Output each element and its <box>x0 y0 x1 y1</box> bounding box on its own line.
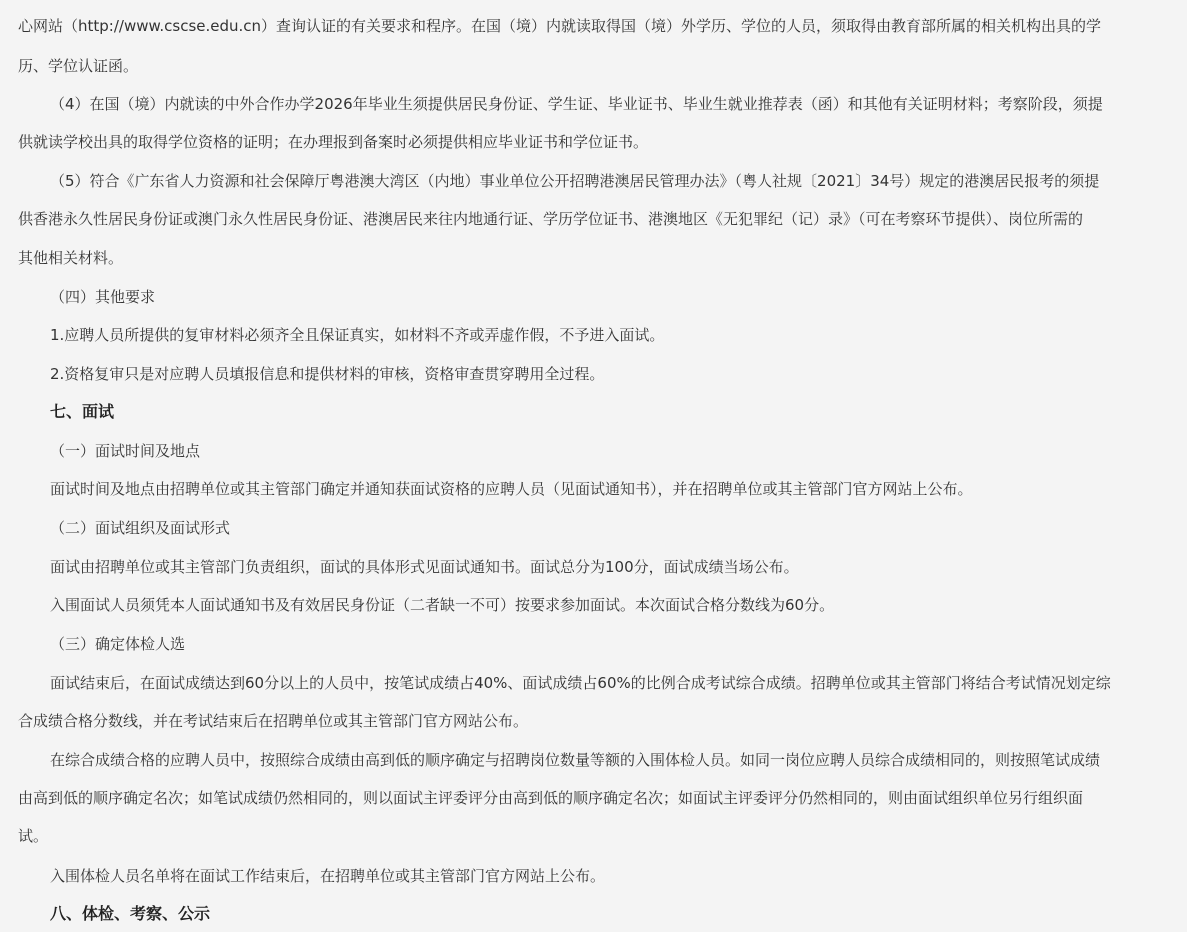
paragraph-line: 供香港永久性居民身份证或澳门永久性居民身份证、港澳居民来往内地通行证、学历学位证书、港澳地区《无犯罪纪（记）录》（可在考察环节提供）、岗位所需的 <box>18 210 1084 228</box>
paragraph-line: 由高到低的顺序确定名次；如笔试成绩仍然相同的，则以面试主评委评分由高到低的顺序确定名次；如面试主评委评分仍然相同的，则由面试组织单位另行组织面 <box>18 789 1084 807</box>
subsection-heading: （一）面试时间及地点 <box>50 442 201 460</box>
paragraph-line: （4）在国（境）内就读的中外合作办学2026年毕业生须提供居民身份证、学生证、毕业证书、毕业生就业推荐表（函）和其他有关证明材料；考察阶段，须提 <box>50 95 1103 113</box>
paragraph-line: 入围面试人员须凭本人面试通知书及有效居民身份证（二者缺一不可）按要求参加面试。本次面试合格分数线为60分。 <box>50 596 835 614</box>
paragraph-line: 2.资格复审只是对应聘人员填报信息和提供材料的审核，资格审查贯穿聘用全过程。 <box>50 365 605 383</box>
paragraph-line: 面试结束后，在面试成绩达到60分以上的人员中，按笔试成绩占40%、面试成绩占60%的比例合成考试综合成绩。招聘单位或其主管部门将结合考试情况划定综 <box>50 674 1111 692</box>
paragraph-line: 面试时间及地点由招聘单位或其主管部门确定并通知获面试资格的应聘人员（见面试通知书），并在招聘单位或其主管部门官方网站上公布。 <box>50 480 973 498</box>
paragraph-line: 面试由招聘单位或其主管部门负责组织，面试的具体形式见面试通知书。面试总分为100分，面试成绩当场公布。 <box>50 558 799 576</box>
paragraph-line: 心网站（http://www.cscse.edu.cn）查询认证的有关要求和程序。在国（境）内就读取得国（境）外学历、学位的人员，须取得由教育部所属的相关机构出具的学 <box>18 17 1102 35</box>
paragraph-line: 供就读学校出具的取得学位资格的证明；在办理报到备案时必须提供相应毕业证书和学位证书。 <box>18 133 649 151</box>
subsection-heading: （四）其他要求 <box>50 288 156 306</box>
paragraph-line: 其他相关材料。 <box>18 249 124 267</box>
paragraph-line: 1.应聘人员所提供的复审材料必须齐全且保证真实，如材料不齐或弄虚作假，不予进入面试。 <box>50 326 665 344</box>
subsection-heading: （三）确定体检人选 <box>50 635 186 653</box>
paragraph-line: 入围体检人员名单将在面试工作结束后，在招聘单位或其主管部门官方网站上公布。 <box>50 867 606 885</box>
section-heading: 八、体检、考察、公示 <box>50 904 211 923</box>
paragraph-line: 试。 <box>18 827 49 845</box>
subsection-heading: （二）面试组织及面试形式 <box>50 519 231 537</box>
paragraph-line: 在综合成绩合格的应聘人员中，按照综合成绩由高到低的顺序确定与招聘岗位数量等额的入围体检人员。如同一岗位应聘人员综合成绩相同的，则按照笔试成绩 <box>50 751 1101 769</box>
paragraph-line: 历、学位认证函。 <box>18 57 139 75</box>
paragraph-line: （5）符合《广东省人力资源和社会保障厅粤港澳大湾区（内地）事业单位公开招聘港澳居民管理办法》（粤人社规〔2021〕34号）规定的港澳居民报考的须提 <box>50 172 1100 190</box>
paragraph-line: 合成绩合格分数线，并在考试结束后在招聘单位或其主管部门官方网站公布。 <box>18 712 529 730</box>
section-heading: 七、面试 <box>50 402 115 421</box>
